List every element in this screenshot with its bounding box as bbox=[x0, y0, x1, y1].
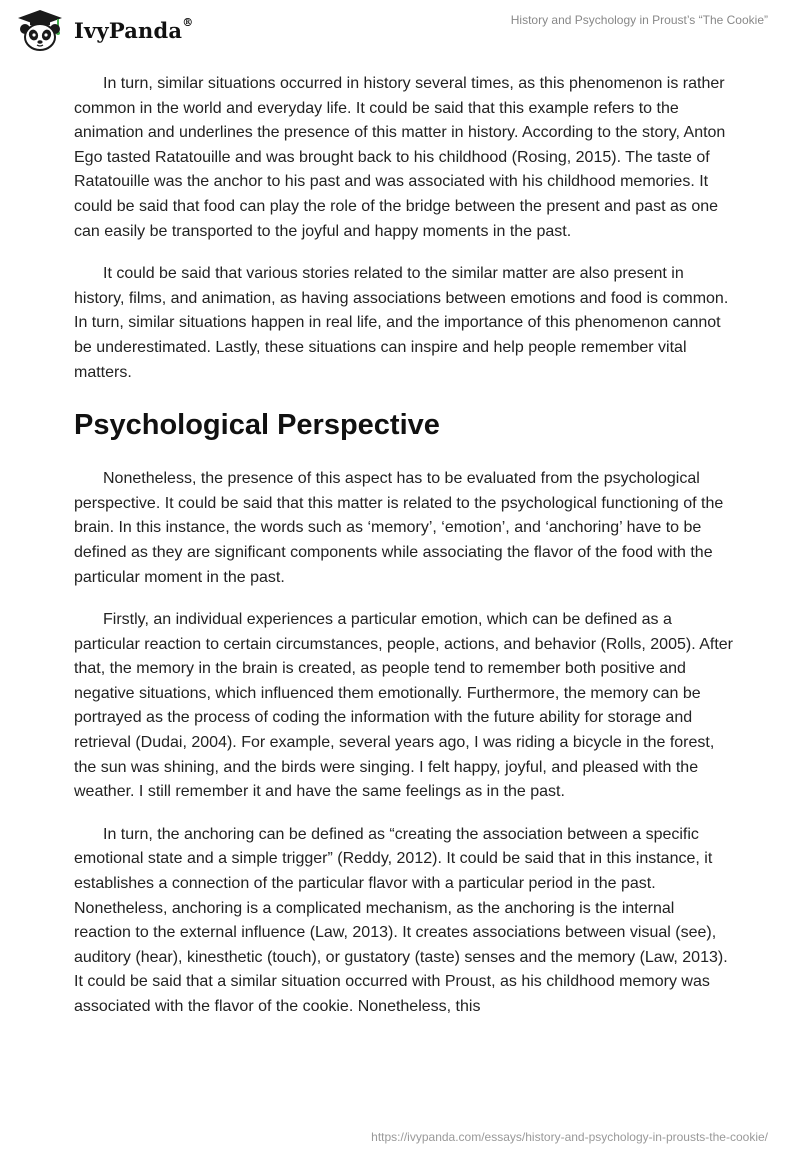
ivypanda-logo[interactable] bbox=[14, 8, 193, 52]
section-heading: Psychological Perspective bbox=[74, 409, 440, 442]
paragraph: It could be said that various stories related to the similar matter are also present in history, films, and animation, as having associations between emotions and food is common. In turn, similar situations happen in real life, and the importance of this phenomenon cannot be underestimated. Lastly, these situations can inspire and help people remember vital matters. bbox=[74, 265, 729, 381]
panda-graduate-icon bbox=[14, 8, 66, 52]
document-title: History and Psychology in Proust’s “The Cookie” bbox=[510, 13, 768, 27]
paragraph: In turn, the anchoring can be defined as “creating the association between a specific emotional state and a simple trigger” (Reddy, 2012). It could be said that in this instance, it establishes a connection of the particular flavor with a particular period in the past. Nonetheless, anchoring is a complicated mechanism, as the anchoring is the internal reaction to the external influence (Law, 2013). It creates associations between visual (see), auditory (hear), kinesthetic (touch), or gustatory (taste) senses and the memory (Law, 2013). It could be said that a similar situation occurred with Proust, as his childhood memory was associated with the flavor of the cookie. Nonetheless, this bbox=[74, 825, 728, 1015]
source-url[interactable]: https://ivypanda.com/essays/history-and-psychology-in-prousts-the-cookie/ bbox=[371, 1130, 768, 1144]
paragraph: Nonetheless, the presence of this aspect has to be evaluated from the psychological perspective. It could be said that this matter is related to the psychological functioning of the brain. In this instance, the words such as ‘memory’, ‘emotion’, and ‘anchoring’ have to be defined as they are significant components while associating the flavor of the food with the particular moment in the past. bbox=[74, 470, 724, 586]
registered-mark: ® bbox=[182, 15, 194, 29]
page-header bbox=[0, 0, 800, 64]
paragraph: Firstly, an individual experiences a particular emotion, which can be defined as a particular reaction to certain circumstances, people, actions, and behavior (Rolls, 2005). After that, the memory in the brain is created, as people tend to remember both positive and negative situations, which influenced them emotionally. Furthermore, the memory can be portrayed as the process of coding the information with the future ability for storage and retrieval (Dudai, 2004). For example, several years ago, I was riding a bicycle in the forest, the sun was shining, and the birds were singing. I felt happy, joyful, and pleased with the weather. I still remember it and have the same feelings as in the past. bbox=[74, 611, 733, 801]
paragraph: In turn, similar situations occurred in history several times, as this phenomenon is rather common in the world and everyday life. It could be said that this example refers to the animation and underlines the presence of this matter in history. According to the story, Anton Ego tasted Ratatouille and was brought back to his childhood (Rosing, 2015). The taste of Ratatouille was the anchor to his past and was associated with his childhood memories. It could be said that food can play the role of the bridge between the present and past as one can easily be transported to the joyful and happy moments in the past. bbox=[74, 75, 726, 240]
essay-body bbox=[74, 72, 734, 1038]
brand-name: IvyPanda® bbox=[74, 15, 194, 43]
